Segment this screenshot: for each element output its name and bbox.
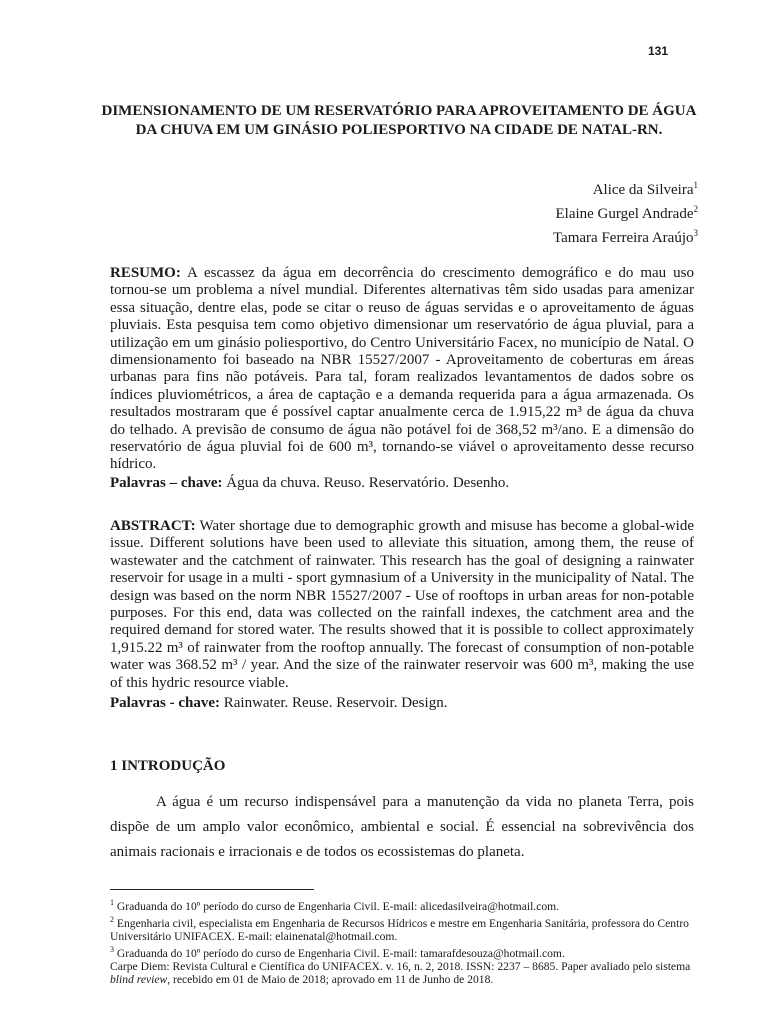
authors-block <box>553 176 698 248</box>
section-heading-introducao: 1 INTRODUÇÃO <box>110 758 226 774</box>
author-footnote-marker: 2 <box>693 204 698 214</box>
footnote-1 <box>110 896 710 913</box>
footnote-3 <box>110 943 710 960</box>
keywords-label: Palavras - chave: <box>110 695 220 711</box>
palavras-chave-label: Palavras – chave: <box>110 475 223 491</box>
footnote-marker: 3 <box>110 944 114 954</box>
resumo-paragraph <box>110 265 694 474</box>
author-name: Tamara Ferreira Araújo <box>552 230 694 246</box>
abstract-text: Water shortage due to demographic growth and misuse has become a global-wide issue. Different solutions have been used to alleviate this situation, among them, the reuse of wastewater and the catchment of rainwater. This research has the goal of designing a rainwater reservoir for usage in a multi - sport gymnasium of a University in the municipality of Natal. The design was based on the norm NBR 15527/2007 - Use of rooftops in urban areas for non-potable purposes. For this end, data was collected on the rainfall indexes, the catchment area and the required demand for stored water. The results showed that it is possible to collect approximately 1,915.22 m³ of rainwater from the rooftop annually. The forecast of consumption of non-potable water was 368.52 m³ / year. And the size of the rainwater reservoir was 600 m³, making the use of this hydric resource viable. <box>110 518 694 691</box>
abstract-label: ABSTRACT: <box>110 518 196 534</box>
footnote-divider <box>110 889 314 890</box>
keywords-line <box>110 695 694 712</box>
footnote-text: Engenharia civil, especialista em Engenharia de Recursos Hídricos e mestre em Engenharia Sanitária, professora do Centro Universitário UNIFACEX. E-mail: elainenatal@hotmail.com. <box>110 916 689 943</box>
intro-paragraph: A água é um recurso indispensável para a manutenção da vida no planeta Terra, pois dispõe de um amplo valor econômico, ambiental e social. É essencial na sobrevivência dos animais racionais e irracionais e de todos os ecossistemas do planeta. <box>110 794 694 860</box>
footnote-marker: 1 <box>110 898 114 907</box>
resumo-text: A escassez da água em decorrência do crescimento demográfico e do mau uso tornou-se um problema a nível mundial. Diferentes alternativas têm sido usadas para amenizar essa situação, dentre elas, pode se citar o reuso de águas servidas e o aproveitamento de águas pluviais. Esta pesquisa tem como objetivo dimensionar um reservatório de água pluvial, para a utilização em um ginásio poliesportivo, do Centro Universitário Facex, no município de Natal. O dimensionamento foi baseado na NBR 15527/2007 - Aproveitamento de coberturas em áreas urbanas para fins não potáveis. Para tal, foram realizados levantamentos de dados sobre os índices pluviométricos, a área de captação e a demanda requerida para a água armazenada. Os resultados mostraram que é possível captar anualmente cerca de 1.915,22 m³ de água da chuva do telhado. A previsão de consumo de água não potável foi de 368,52 m³/ano. E a dimensão do reservatório de água pluvial foi de 600 m³, tornando-se viável o aproveitamento desse recurso hídrico. <box>110 265 694 473</box>
journal-citation <box>110 960 710 986</box>
author-3 <box>553 224 698 248</box>
author-name: Alice da Silveira <box>592 182 694 198</box>
journal-citation-text: Carpe Diem: Revista Cultural e Científica do UNIFACEX. v. 16, n. 2, 2018. ISSN: 2237 – 8685. Paper avaliado pelo sistema <box>110 959 691 973</box>
page-number: 131 <box>647 44 668 58</box>
author-2 <box>553 200 698 224</box>
footnote-text: Graduanda do 10º período do curso de Engenharia Civil. E-mail: alicedasilveira@hotmail.com. <box>116 899 560 913</box>
footnote-2 <box>110 913 710 943</box>
resumo-label: RESUMO: <box>110 265 181 281</box>
abstract-paragraph <box>110 518 694 692</box>
footnote-text: Graduanda do 10º período do curso de Engenharia Civil. E-mail: tamarafdesouza@hotmail.com. <box>116 946 565 960</box>
keywords-text: Rainwater. Reuse. Reservoir. Design. <box>223 695 448 711</box>
author-footnote-marker: 1 <box>693 180 698 190</box>
author-footnote-marker: 3 <box>693 228 698 238</box>
journal-citation-italic: blind review <box>110 972 168 986</box>
footnotes <box>110 896 710 986</box>
palavras-chave-line <box>110 475 694 492</box>
palavras-chave-text: Água da chuva. Reuso. Reservatório. Desenho. <box>226 475 510 491</box>
footnote-marker: 2 <box>110 914 114 924</box>
paper-title: DIMENSIONAMENTO DE UM RESERVATÓRIO PARA APROVEITAMENTO DE ÁGUA DA CHUVA EM UM GINÁSIO POLIESPORTIVO NA CIDADE DE NATAL-RN. <box>101 103 697 138</box>
journal-citation-dates: , recebido em 01 de Maio de 2018; aprovado em 11 de Junho de 2018. <box>167 972 494 986</box>
author-1 <box>553 176 698 200</box>
author-name: Elaine Gurgel Andrade <box>555 206 694 222</box>
